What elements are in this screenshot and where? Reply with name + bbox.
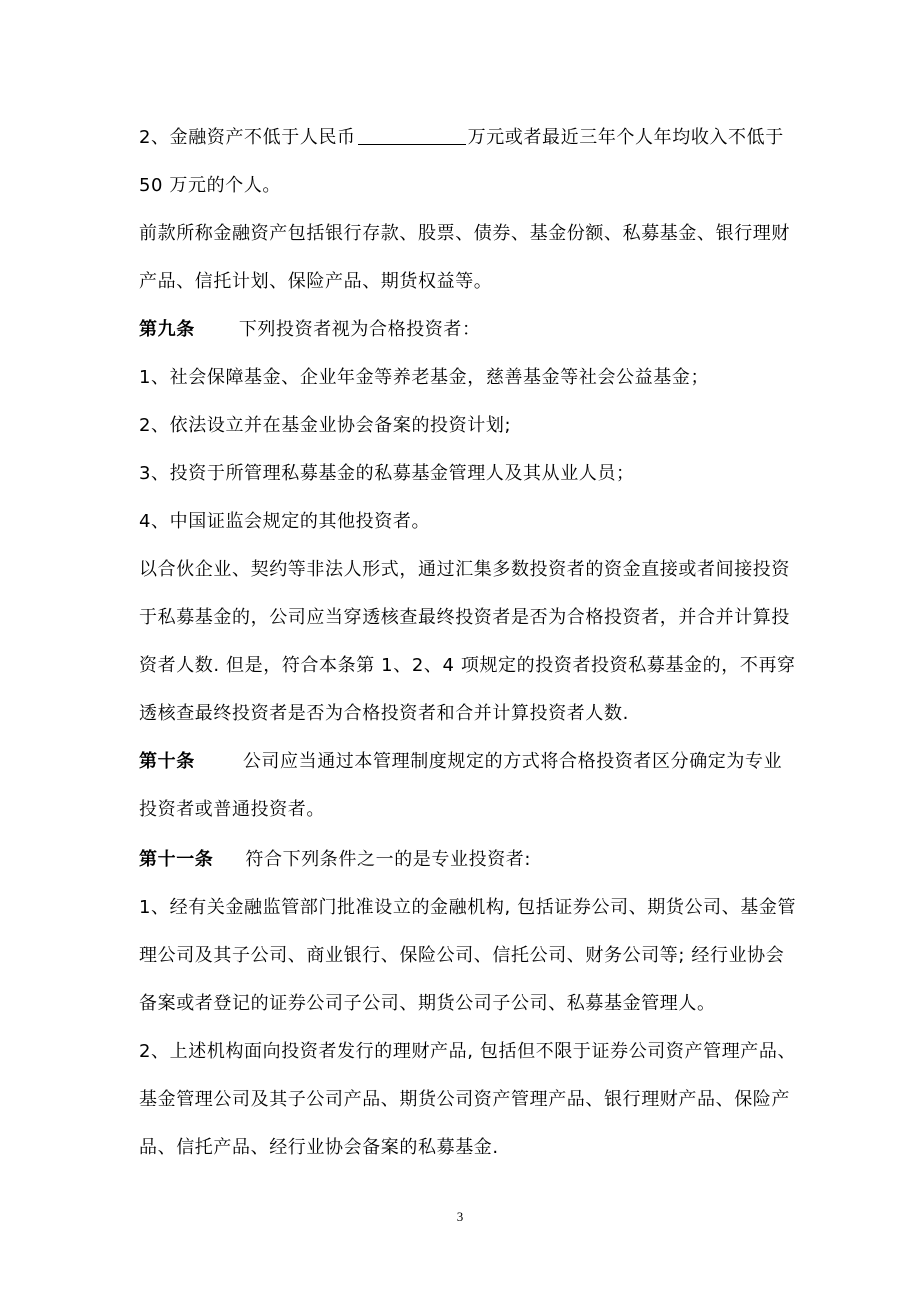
paragraph-line: 理公司及其子公司、商业银行、保险公司、信托公司、财务公司等; 经行业协会 — [139, 945, 785, 966]
article-9-line — [139, 318, 481, 342]
article-11-line — [139, 848, 531, 872]
page-number: 3 — [456, 1209, 464, 1224]
paragraph-line: 品、信托产品、经行业协会备案的私募基金. — [139, 1137, 499, 1158]
list-item: 2、依法设立并在基金业协会备案的投资计划; — [139, 415, 512, 436]
text-segment: 2、金融资产不低于人民币 — [139, 127, 356, 148]
article-11-text: 符合下列条件之一的是专业投资者: — [245, 849, 532, 870]
paragraph-line — [139, 126, 784, 150]
fill-in-blank — [358, 126, 466, 145]
paragraph-line: 投资者或普通投资者。 — [139, 799, 325, 820]
paragraph-line: 50 万元的个人。 — [139, 175, 282, 196]
paragraph-line: 于私募基金的，公司应当穿透核查最终投资者是否为合格投资者，并合并计算投 — [139, 607, 790, 628]
paragraph-line: 备案或者登记的证券公司子公司、期货公司子公司、私募基金管理人。 — [139, 993, 716, 1014]
paragraph-line: 基金管理公司及其子公司产品、期货公司资产管理产品、银行理财产品、保险产 — [139, 1089, 790, 1110]
article-10-line — [139, 750, 782, 774]
list-item: 4、中国证监会规定的其他投资者。 — [139, 511, 431, 532]
article-9-heading: 第九条 — [139, 319, 195, 340]
paragraph-line: 前款所称金融资产包括银行存款、股票、债券、基金份额、私募基金、银行理财 — [139, 223, 790, 244]
article-10-text: 公司应当通过本管理制度规定的方式将合格投资者区分确定为专业 — [242, 751, 783, 772]
paragraph-line: 资者人数. 但是，符合本条第 1、2、4 项规定的投资者投资私募基金的，不再穿 — [139, 655, 796, 676]
paragraph-line: 以合伙企业、契约等非法人形式，通过汇集多数投资者的资金直接或者间接投资 — [139, 559, 790, 580]
list-item: 1、经有关金融监管部门批准设立的金融机构, 包括证券公司、期货公司、基金管 — [139, 897, 797, 918]
list-item: 2、上述机构面向投资者发行的理财产品, 包括但不限于证券公司资产管理产品、 — [139, 1041, 797, 1062]
article-11-heading: 第十一条 — [139, 849, 214, 870]
paragraph-line: 产品、信托计划、保险产品、期货权益等。 — [139, 271, 493, 292]
list-item: 3、投资于所管理私募基金的私募基金管理人及其从业人员； — [139, 463, 635, 484]
text-segment: 万元或者最近三年个人年均收入不低于 — [467, 127, 784, 148]
list-item: 1、社会保障基金、企业年金等养老基金，慈善基金等社会公益基金； — [139, 367, 710, 388]
article-10-heading: 第十条 — [139, 751, 195, 772]
article-9-text: 下列投资者视为合格投资者： — [238, 319, 481, 340]
paragraph-line: 透核查最终投资者是否为合格投资者和合并计算投资者人数. — [139, 703, 629, 724]
